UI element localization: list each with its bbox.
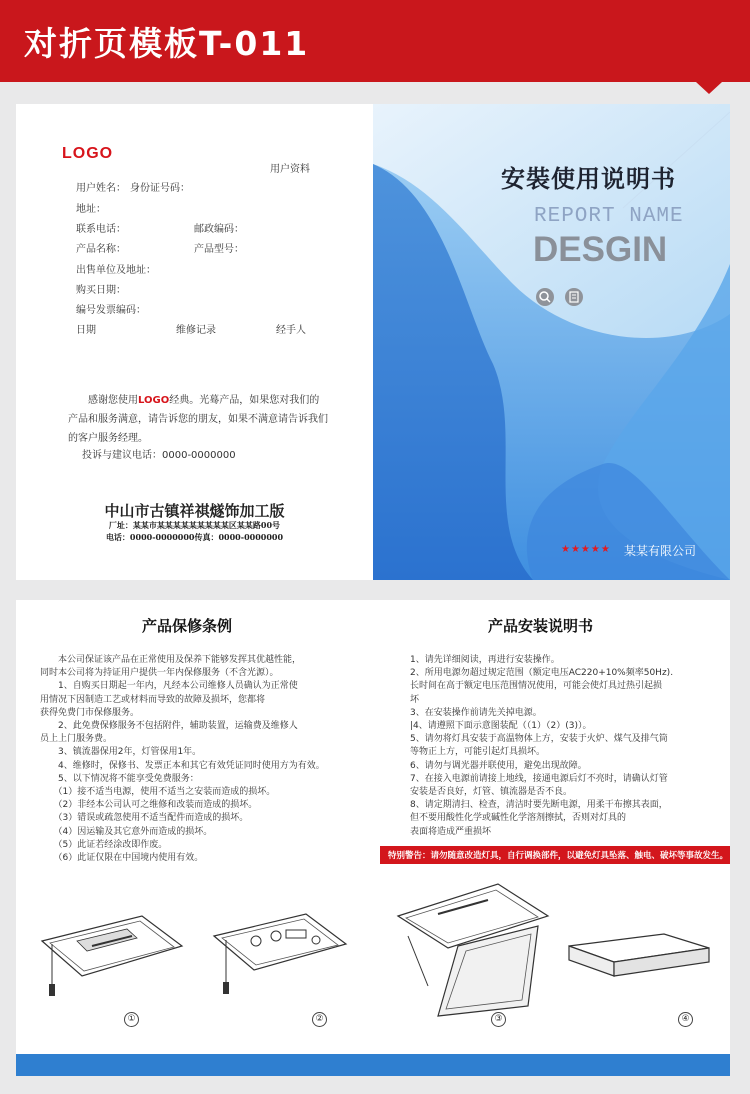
- install-line: 但不要用酸性化学或碱性化学溶剂擦拭，否则对灯具的: [410, 813, 627, 824]
- company-name: 中山市古镇祥祺燧饰加工版: [104, 502, 285, 520]
- thanks-paragraph: [68, 391, 328, 448]
- search-doc-icon: [536, 288, 554, 306]
- field-seller: 出售单位及地址：: [76, 265, 156, 276]
- install-diagram-3: [388, 876, 568, 1026]
- install-line: 5、请勿将灯具安装于高温物体上方，安装于火炉、煤气及排气筒: [410, 734, 668, 745]
- warranty-line: 3、镇流器保用2年，灯管保用1年。: [40, 747, 202, 758]
- install-line: 1、请先详细阅读，再进行安装操作。: [410, 655, 560, 665]
- warranty-line: （5）此证若经涂改即作废。: [40, 839, 168, 850]
- inner-spread: [16, 600, 730, 1076]
- install-line: 安装是否良好，灯管、镇流器是否不良。: [410, 787, 573, 798]
- thanks-brand: LOGO: [138, 395, 170, 406]
- warranty-line: 同时本公司将为持证用户提供一年内保修服务（不含光源）。: [40, 668, 279, 679]
- rating-stars: ★★★★★: [561, 544, 611, 555]
- cover-page: [373, 104, 730, 580]
- field-id-number: 身份证号码：: [130, 183, 190, 194]
- step-label: ③: [491, 1012, 506, 1027]
- warranty-line: 用情况下因制造工艺或材料而导致的故障及损坏，您都将: [40, 694, 266, 705]
- warranty-line: 1、自购买日期起一年内，凡经本公司维修人员确认为正常使: [40, 681, 298, 692]
- header-banner: [0, 0, 750, 82]
- col-repair: 维修记录: [176, 325, 216, 336]
- field-phone: 联系电话：: [76, 224, 126, 235]
- logo: LOGO: [62, 145, 114, 162]
- factory-address: 厂址：某某市某某某某某某某某某区某某路00号: [108, 520, 281, 530]
- cover-title: 安裝使用说明书: [501, 165, 676, 193]
- install-line: 7、在接入电源前请接上地线，接通电源后灯不亮时，请确认灯管: [410, 773, 668, 784]
- field-product-model: 产品型号：: [194, 244, 244, 255]
- field-address: 地址：: [76, 204, 106, 215]
- contact-line: 电话：0000-0000000传真：0000-0000000: [105, 532, 284, 542]
- install-line: 长时间在高于额定电压范围情况使用，可能会使灯具过热引起损: [410, 681, 663, 692]
- thanks-post: 经典。光蓦产品，如果您对我们的产品和服务满意，请告诉您的朋友，如果不满意请告诉我们的客户服务经理。: [68, 395, 328, 444]
- step-label: ①: [124, 1012, 139, 1027]
- user-info-page: [16, 104, 373, 580]
- install-diagram-4: [564, 926, 714, 996]
- install-line: 表面将造成严重损坏: [410, 826, 492, 837]
- warning-text: 特别警告：请勿随意改造灯具，自行调换部件，以避免灯具坠落、触电、破坏等事故发生。: [388, 851, 729, 861]
- checklist-icon: [565, 288, 583, 306]
- step-label: ④: [678, 1012, 693, 1027]
- col-date: 日期: [76, 325, 96, 336]
- warranty-text: [40, 654, 325, 865]
- warranty-line: 本公司保证该产品在正常使用及保养下能够发挥其优越性能，: [40, 655, 302, 665]
- hotline: 投诉与建议电话：0000-0000000: [82, 450, 236, 461]
- bottom-accent-bar: [16, 1054, 730, 1076]
- install-line: 2、所用电源勿超过规定范围（额定电压AC220+10%频率50Hz).: [410, 668, 674, 679]
- field-invoice: 编号发票编码：: [76, 305, 146, 316]
- cover-company: 某某有限公司: [624, 544, 697, 558]
- page-title: 对折页模板T-011: [24, 24, 310, 63]
- warranty-line: 员上上门服务费。: [40, 734, 113, 745]
- warranty-line: 4、维修时，保修书、发票正本和其它有效凭证同时使用方为有效。: [40, 760, 325, 771]
- field-postcode: 邮政编码：: [194, 224, 244, 235]
- warning-bar: [380, 846, 730, 864]
- warranty-title: 产品保修条例: [142, 617, 233, 635]
- user-info-title: 用户资料: [270, 164, 310, 175]
- cover-report-name: REPORT NAME: [534, 205, 684, 228]
- warranty-line: 2、此免费保修服务不包括附件，辅助装置，运输费及维修人: [40, 721, 298, 732]
- warranty-line: （4）因运输及其它意外而造成的损坏。: [40, 826, 213, 837]
- install-line: 3、在安装操作前请先关掉电源。: [410, 707, 542, 718]
- warranty-line: 获得免费门市保修服务。: [40, 707, 140, 718]
- field-user-name: 用户姓名：: [76, 183, 126, 194]
- field-product-name: 产品名称：: [76, 244, 126, 255]
- install-line: 8、请定期清扫、检查，清洁时要先断电源，用柔干布擦其表面，: [410, 800, 668, 811]
- warranty-line: 5、以下情况将不能享受免费服务：: [40, 773, 199, 784]
- install-line: |4、请遵照下面示意图装配（（1）（2）(3)）。: [410, 721, 592, 732]
- install-text: [410, 654, 673, 839]
- cover-design-text: DESGIN: [533, 230, 668, 269]
- banner-arrow-icon: [696, 82, 722, 94]
- install-diagram-2: [206, 896, 366, 1006]
- install-line: 6、请勿与调光器并联使用，避免出现故障。: [410, 760, 587, 771]
- install-line: 坏: [410, 694, 420, 705]
- install-title: 产品安装说明书: [488, 617, 594, 635]
- install-diagram-1: [32, 896, 192, 1006]
- field-purchase-date: 购买日期：: [76, 285, 126, 296]
- warranty-line: （2）非经本公司认可之维修和改装而造成的损坏。: [40, 800, 258, 811]
- warranty-line: （6）此证仅限在中国境内使用有效。: [40, 853, 204, 864]
- install-line: 等物正上方，可能引起灯具损坏。: [410, 747, 546, 758]
- col-handler: 经手人: [276, 325, 306, 336]
- warranty-line: （1）接不适当电源，使用不适当之安装而造成的损坏。: [40, 787, 276, 798]
- thanks-pre: 感谢您使用: [88, 395, 138, 406]
- warranty-line: （3）错误或疏忽使用不适当配件而造成的损坏。: [40, 813, 249, 824]
- step-label: ②: [312, 1012, 327, 1027]
